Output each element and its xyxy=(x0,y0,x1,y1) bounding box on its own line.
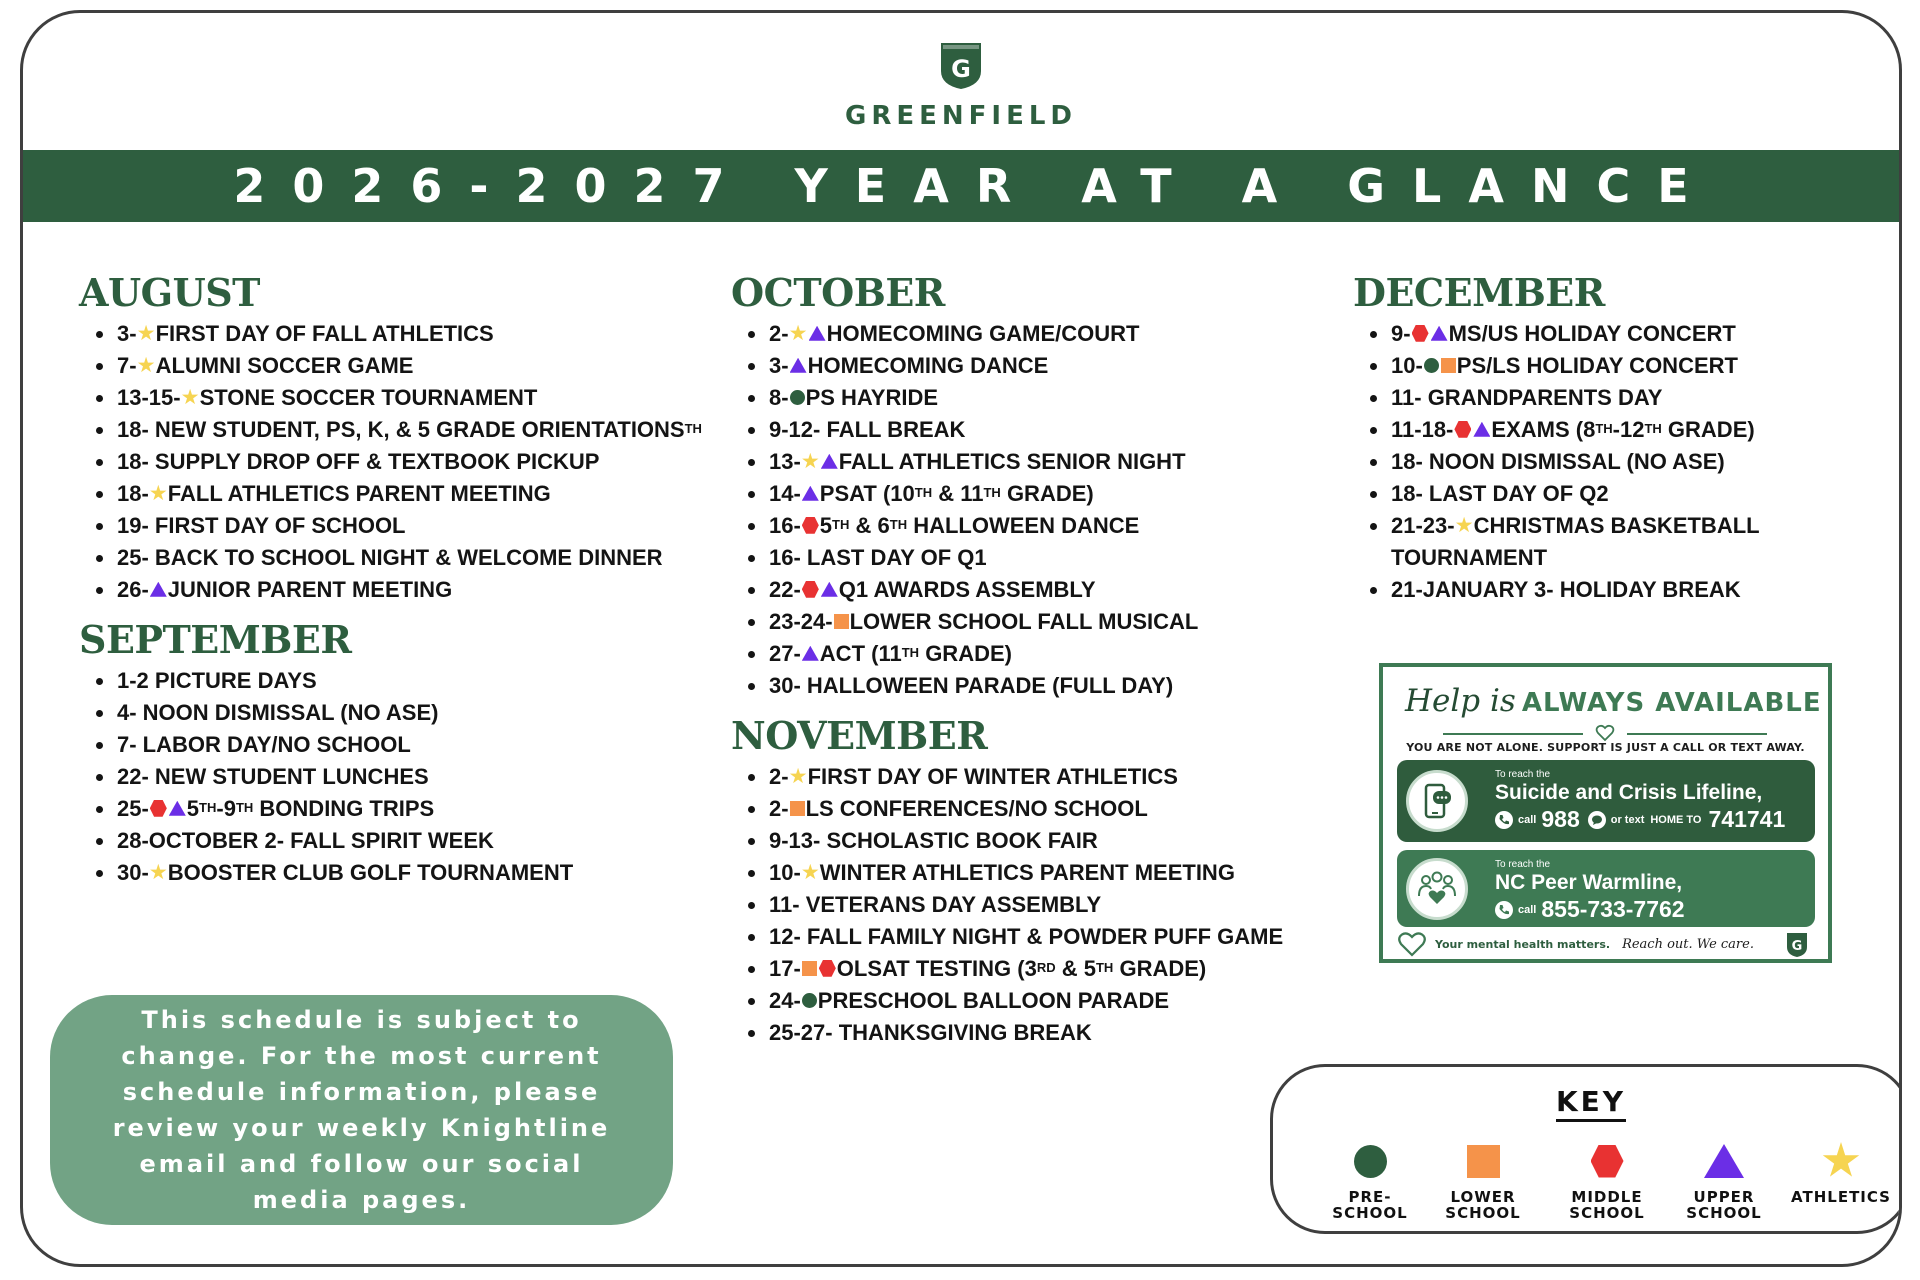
warmline-box xyxy=(1397,850,1815,927)
warmline-call-label: call xyxy=(1518,903,1537,916)
event-item xyxy=(731,446,1371,478)
square-icon xyxy=(790,801,805,816)
event-text: FIRST DAY OF FALL ATHLETICS xyxy=(155,321,494,346)
event-date: 24- xyxy=(769,988,801,1013)
school-logo xyxy=(23,41,1899,131)
event-date: 16- xyxy=(769,513,801,538)
event-text: LS CONFERENCES/NO SCHOOL xyxy=(805,796,1148,821)
key-item-athletics xyxy=(1781,1139,1901,1205)
shield-icon xyxy=(939,41,983,91)
divider xyxy=(1627,733,1767,735)
lifeline-text-number[interactable]: 741741 xyxy=(1708,806,1786,832)
triangle-icon xyxy=(802,646,819,661)
phone-icon xyxy=(1495,901,1513,919)
star-icon xyxy=(150,485,167,502)
event-item xyxy=(79,510,719,542)
event-item xyxy=(731,478,1371,510)
event-date: 4- NOON DISMISSAL (NO ASE) xyxy=(117,700,439,725)
event-text: ACT (11 xyxy=(819,641,902,666)
column-middle xyxy=(731,271,1371,1061)
event-item xyxy=(731,793,1371,825)
event-superscript: TH xyxy=(235,800,254,815)
event-item xyxy=(731,318,1371,350)
chat-icon xyxy=(1588,811,1606,829)
event-date: 18- SUPPLY DROP OFF & TEXTBOOK PICKUP xyxy=(117,449,600,474)
event-item xyxy=(731,921,1371,953)
triangle-icon xyxy=(1473,422,1490,437)
event-superscript: TH xyxy=(1095,960,1114,975)
event-text: 5 xyxy=(819,513,833,538)
event-date: 25- xyxy=(117,796,149,821)
event-date: 10- xyxy=(1391,353,1423,378)
triangle-icon xyxy=(821,582,838,597)
help-subtitle: YOU ARE NOT ALONE. SUPPORT IS JUST A CALL OR TEXT AWAY. xyxy=(1406,741,1805,754)
event-superscript: TH xyxy=(684,421,702,436)
event-item xyxy=(731,382,1371,414)
community-heart-icon xyxy=(1406,858,1468,920)
event-text: FIRST DAY OF WINTER ATHLETICS xyxy=(807,764,1178,789)
event-text: FALL ATHLETICS SENIOR NIGHT xyxy=(838,449,1186,474)
help-script-title: Help is xyxy=(1405,683,1516,719)
key-label-line2: SCHOOL xyxy=(1686,1204,1762,1222)
event-text: GRADE) xyxy=(1006,481,1094,506)
event-text: ALUMNI SOCCER GAME xyxy=(155,353,414,378)
event-list xyxy=(731,761,1371,1049)
star-icon xyxy=(182,389,199,406)
event-date: 21-23- xyxy=(1391,513,1455,538)
event-superscript: TH xyxy=(914,485,933,500)
key-title: KEY xyxy=(1556,1085,1626,1122)
key-label-line1: PRE- xyxy=(1348,1188,1392,1206)
help-available-card xyxy=(1379,663,1832,963)
event-superscript: TH xyxy=(901,645,920,660)
event-date: 7- xyxy=(117,353,137,378)
event-date: 25-27- THANKSGIVING BREAK xyxy=(769,1020,1092,1045)
square-icon xyxy=(802,961,817,976)
event-text: & 6 xyxy=(849,513,890,538)
event-date: 17- xyxy=(769,956,801,981)
event-text: PS/LS HOLIDAY CONCERT xyxy=(1456,353,1738,378)
event-text: GRADE) xyxy=(1667,417,1755,442)
event-text: EXAMS (8 xyxy=(1491,417,1596,442)
event-item xyxy=(1353,414,1873,446)
event-date: 12- FALL FAMILY NIGHT & POWDER PUFF GAME xyxy=(769,924,1284,949)
star-icon xyxy=(790,325,807,342)
event-text: -12 xyxy=(1612,417,1645,442)
event-text: PSAT (10 xyxy=(819,481,915,506)
key-item-preschool xyxy=(1315,1139,1425,1221)
shield-icon xyxy=(1786,932,1808,958)
event-item xyxy=(79,825,719,857)
month-heading-december: DECEMBER xyxy=(1353,270,1605,315)
circle-icon xyxy=(1424,358,1439,373)
event-date: 21-JANUARY 3- HOLIDAY BREAK xyxy=(1391,577,1741,602)
event-date: 30- xyxy=(117,860,149,885)
event-item xyxy=(79,857,719,889)
event-item xyxy=(79,729,719,761)
event-item xyxy=(79,761,719,793)
event-item xyxy=(79,318,719,350)
event-item xyxy=(79,542,719,574)
event-date: 23-24- xyxy=(769,609,833,634)
star-icon xyxy=(802,864,819,881)
square-icon xyxy=(1467,1145,1500,1178)
key-label-line1: LOWER xyxy=(1450,1188,1516,1206)
event-text: & 5 xyxy=(1055,956,1096,981)
event-text: OLSAT TESTING (3 xyxy=(836,956,1037,981)
month-heading-august: AUGUST xyxy=(79,270,260,315)
event-item xyxy=(1353,478,1873,510)
event-item xyxy=(731,606,1371,638)
event-date: 22- NEW STUDENT LUNCHES xyxy=(117,764,429,789)
hexagon-icon xyxy=(802,517,819,534)
event-superscript: TH xyxy=(832,517,850,532)
event-date: 3- xyxy=(117,321,137,346)
event-item xyxy=(731,510,1371,542)
event-item xyxy=(731,985,1371,1017)
event-item xyxy=(79,478,719,510)
event-item xyxy=(1353,446,1873,478)
star-icon xyxy=(1822,1142,1860,1180)
title-banner xyxy=(23,150,1899,222)
event-text: STONE SOCCER TOURNAMENT xyxy=(199,385,538,410)
event-text: 5 xyxy=(186,796,200,821)
key-item-upper-school xyxy=(1669,1139,1779,1221)
event-item xyxy=(731,350,1371,382)
event-text: BOOSTER CLUB GOLF TOURNAMENT xyxy=(167,860,574,885)
event-date: 18- xyxy=(117,481,149,506)
lifeline-call-label: call xyxy=(1518,813,1537,826)
event-text: HALLOWEEN DANCE xyxy=(913,513,1140,538)
hexagon-icon xyxy=(819,960,836,977)
event-item xyxy=(731,825,1371,857)
event-text: HOMECOMING DANCE xyxy=(807,353,1049,378)
event-text: LOWER SCHOOL FALL MUSICAL xyxy=(849,609,1199,634)
warmline-call-number[interactable]: 855-733-7762 xyxy=(1541,896,1685,922)
help-strong-title: ALWAYS AVAILABLE xyxy=(1521,688,1822,718)
event-text: FALL ATHLETICS PARENT MEETING xyxy=(167,481,551,506)
footer-message: Your mental health matters. xyxy=(1435,937,1611,951)
event-date: 19- FIRST DAY OF SCHOOL xyxy=(117,513,406,538)
triangle-icon xyxy=(790,358,807,373)
key-label-line1: ATHLETICS xyxy=(1791,1188,1891,1206)
event-superscript: TH xyxy=(1595,421,1613,436)
circle-icon xyxy=(790,390,805,405)
event-item xyxy=(731,414,1371,446)
event-date: 18- NOON DISMISSAL (NO ASE) xyxy=(1391,449,1725,474)
event-item xyxy=(79,414,719,446)
event-item xyxy=(1353,318,1873,350)
event-date: 18- NEW STUDENT, PS, K, & 5 xyxy=(117,417,430,442)
key-item-middle-school xyxy=(1552,1139,1662,1221)
event-item xyxy=(731,761,1371,793)
event-text: JUNIOR PARENT MEETING xyxy=(167,577,453,602)
event-text: GRADE) xyxy=(925,641,1012,666)
heart-icon xyxy=(1595,723,1615,743)
logo-letter: G xyxy=(951,55,971,83)
event-item xyxy=(79,574,719,606)
month-heading-september: SEPTEMBER xyxy=(79,617,352,662)
lifeline-text-keyword: HOME TO xyxy=(1650,813,1702,826)
event-date: 13-15- xyxy=(117,385,181,410)
event-item xyxy=(79,350,719,382)
event-item xyxy=(731,1017,1371,1049)
warmline-name: NC Peer Warmline, xyxy=(1495,871,1683,894)
event-superscript: TH xyxy=(199,800,217,815)
help-heading xyxy=(1405,683,1822,719)
event-date: 28-OCTOBER 2- FALL SPIRIT WEEK xyxy=(117,828,494,853)
event-date: 26- xyxy=(117,577,149,602)
event-date: 27- xyxy=(769,641,801,666)
lifeline-text-label: or text xyxy=(1610,813,1645,826)
circle-icon xyxy=(802,993,817,1008)
event-item xyxy=(1353,350,1873,382)
event-date: 16- LAST DAY OF Q1 xyxy=(769,545,987,570)
event-date: 3- xyxy=(769,353,789,378)
lifeline-name: Suicide and Crisis Lifeline, xyxy=(1495,781,1763,804)
event-date: 9-12- FALL BREAK xyxy=(769,417,966,442)
hexagon-icon xyxy=(802,581,819,598)
hexagon-icon xyxy=(1591,1145,1624,1178)
page-title: 2026-2027 YEAR AT A GLANCE xyxy=(233,159,1716,213)
warmline-reach: To reach the xyxy=(1495,859,1551,870)
event-date: 22- xyxy=(769,577,801,602)
event-superscript: TH xyxy=(1644,421,1662,436)
key-item-lower-school xyxy=(1428,1139,1538,1221)
event-date: 11- VETERANS DAY ASSEMBLY xyxy=(769,892,1102,917)
column-left xyxy=(79,271,719,901)
event-date: 9- xyxy=(1391,321,1411,346)
event-date: 2- xyxy=(769,764,789,789)
event-item xyxy=(731,670,1371,702)
event-item xyxy=(731,953,1371,985)
event-superscript: TH xyxy=(889,517,908,532)
triangle-icon xyxy=(821,454,838,469)
disclaimer-box xyxy=(50,995,673,1225)
triangle-icon xyxy=(802,486,819,501)
event-date: 8- xyxy=(769,385,789,410)
heart-outline-icon xyxy=(1397,930,1427,958)
lifeline-reach: To reach the xyxy=(1495,769,1551,780)
event-text: WINTER ATHLETICS PARENT MEETING xyxy=(819,860,1235,885)
disclaimer-text: This schedule is subject to change. For the most current schedule information, please review your weekly Knightline email and follow our social media pages. xyxy=(112,1006,611,1214)
event-item xyxy=(1353,382,1873,414)
event-date: 9-13- SCHOLASTIC BOOK FAIR xyxy=(769,828,1098,853)
event-text: PS HAYRIDE xyxy=(805,385,939,410)
circle-icon xyxy=(1354,1145,1387,1178)
event-item xyxy=(79,697,719,729)
hexagon-icon xyxy=(150,800,167,817)
column-right xyxy=(1353,271,1873,618)
event-list xyxy=(731,318,1371,702)
event-text: GRADE ORIENTATIONS xyxy=(436,417,685,442)
key-label-line2: SCHOOL xyxy=(1569,1204,1645,1222)
lifeline-box xyxy=(1397,760,1815,842)
event-date: 7- LABOR DAY/NO SCHOOL xyxy=(117,732,411,757)
event-date: 25- BACK TO SCHOOL NIGHT & WELCOME DINNER xyxy=(117,545,663,570)
key-label-line2: SCHOOL xyxy=(1332,1204,1408,1222)
hexagon-icon xyxy=(1454,421,1471,438)
month-heading-october: OCTOBER xyxy=(731,270,945,315)
event-text: HOMECOMING GAME/COURT xyxy=(826,321,1140,346)
event-item xyxy=(731,889,1371,921)
event-item xyxy=(79,793,719,825)
event-date: 14- xyxy=(769,481,801,506)
triangle-icon xyxy=(1704,1144,1744,1178)
month-heading-november: NOVEMBER xyxy=(731,713,988,758)
triangle-icon xyxy=(169,801,186,816)
event-date: 1-2 PICTURE DAYS xyxy=(117,668,317,693)
event-text: GRADE) xyxy=(1119,956,1207,981)
event-item xyxy=(79,665,719,697)
event-date: 11- GRANDPARENTS DAY xyxy=(1391,385,1663,410)
footer-script: Reach out. We care. xyxy=(1622,936,1754,952)
phone-chat-icon xyxy=(1406,770,1468,832)
event-date: 18- LAST DAY OF Q2 xyxy=(1391,481,1609,506)
event-text: BONDING TRIPS xyxy=(259,796,435,821)
key-label-line2: SCHOOL xyxy=(1445,1204,1521,1222)
event-date: 2- xyxy=(769,321,789,346)
brand-name: GREENFIELD xyxy=(845,101,1077,131)
event-text: PRESCHOOL BALLOON PARADE xyxy=(817,988,1170,1013)
calendar-card xyxy=(20,10,1902,1267)
star-icon xyxy=(150,864,167,881)
star-icon xyxy=(802,453,819,470)
star-icon xyxy=(1456,517,1473,534)
event-item xyxy=(1353,574,1873,606)
event-item xyxy=(731,542,1371,574)
help-footer xyxy=(1397,929,1814,959)
event-date: 11-18- xyxy=(1391,417,1454,442)
square-icon xyxy=(1441,358,1456,373)
event-text: MS/US HOLIDAY CONCERT xyxy=(1448,321,1736,346)
triangle-icon xyxy=(1431,326,1448,341)
event-superscript: TH xyxy=(983,485,1001,500)
event-item xyxy=(79,446,719,478)
triangle-icon xyxy=(809,326,826,341)
event-date: 2- xyxy=(769,796,789,821)
event-text: -9 xyxy=(216,796,236,821)
phone-icon xyxy=(1495,811,1513,829)
event-list xyxy=(79,318,719,606)
legend-key xyxy=(1270,1064,1902,1234)
event-superscript: RD xyxy=(1036,960,1056,975)
event-date: 30- HALLOWEEN PARADE (FULL DAY) xyxy=(769,673,1174,698)
divider xyxy=(1443,733,1583,735)
event-item xyxy=(79,382,719,414)
event-item xyxy=(731,857,1371,889)
star-icon xyxy=(138,325,155,342)
lifeline-call-number[interactable]: 988 xyxy=(1541,806,1580,832)
triangle-icon xyxy=(150,582,167,597)
event-item xyxy=(731,574,1371,606)
event-text: CHRISTMAS BASKETBALL TOURNAMENT xyxy=(1391,513,1760,570)
hexagon-icon xyxy=(1412,325,1429,342)
square-icon xyxy=(834,614,849,629)
star-icon xyxy=(790,768,807,785)
event-list xyxy=(1353,318,1873,606)
event-text: Q1 AWARDS ASSEMBLY xyxy=(838,577,1096,602)
event-date: 10- xyxy=(769,860,801,885)
event-date: 13- xyxy=(769,449,801,474)
event-list xyxy=(79,665,719,889)
event-item xyxy=(731,638,1371,670)
event-text: & 11 xyxy=(932,481,984,506)
logo-letter: G xyxy=(1791,939,1803,954)
event-item xyxy=(1353,510,1773,574)
key-label-line1: UPPER xyxy=(1693,1188,1755,1206)
key-label-line1: MIDDLE xyxy=(1571,1188,1643,1206)
star-icon xyxy=(138,357,155,374)
